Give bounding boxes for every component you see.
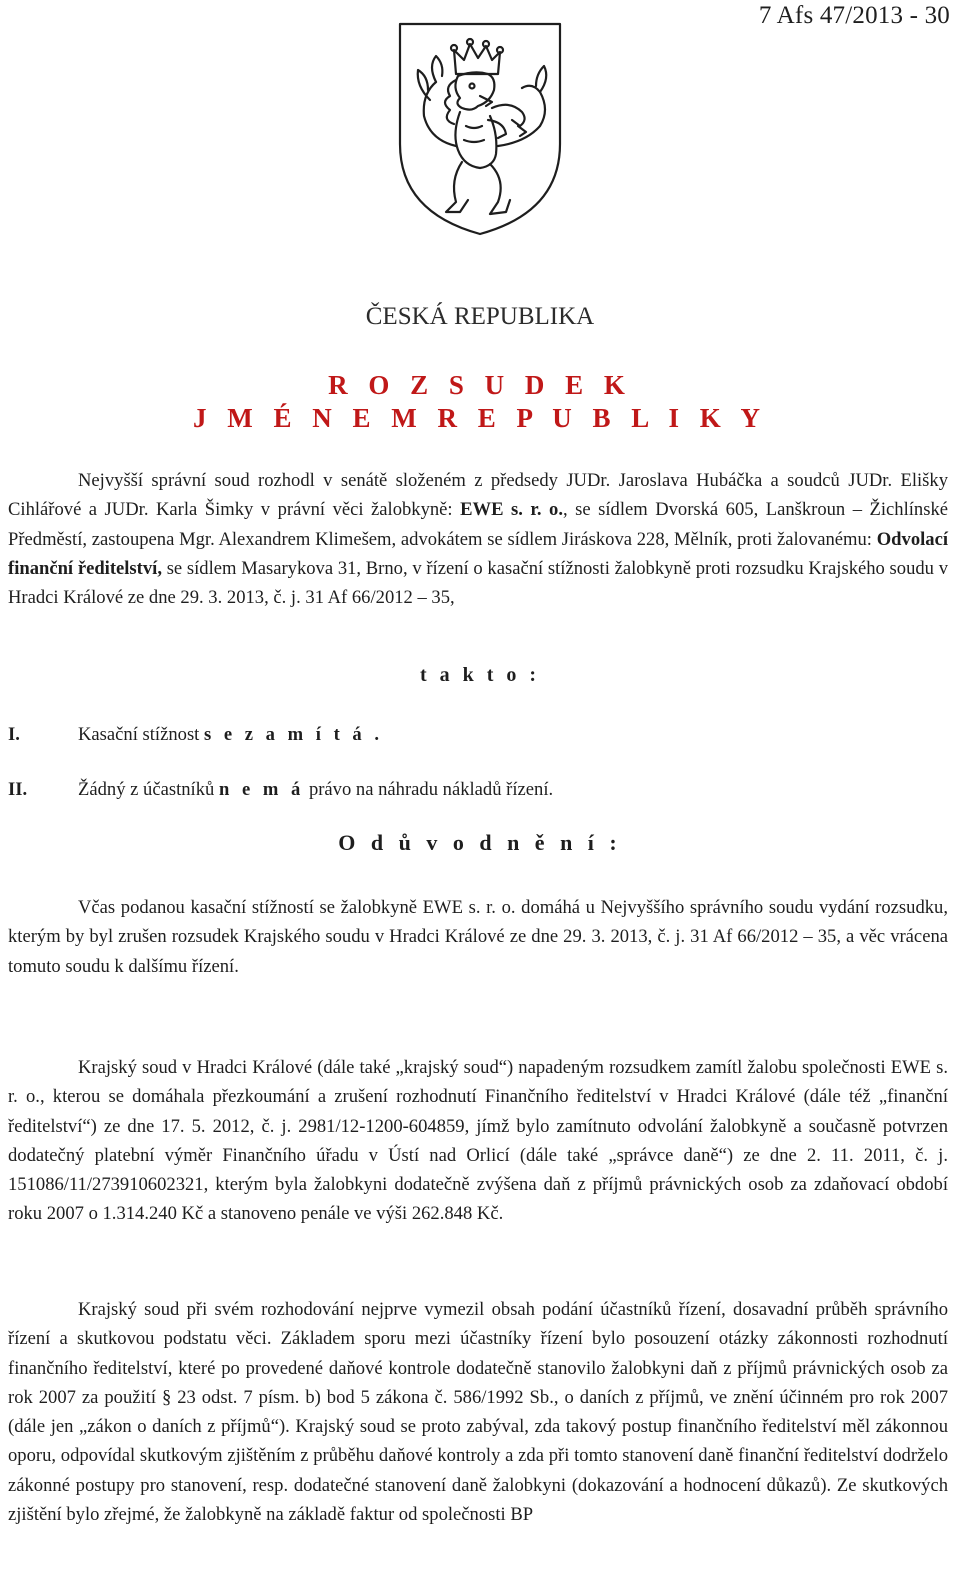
reasoning-heading: O d ů v o d n ě n í : (338, 830, 622, 855)
verdict-item-text: Kasační stížnost (78, 724, 204, 745)
coat-of-arms-lion-icon (394, 16, 566, 238)
judgment-title: R O Z S U D E K (328, 370, 632, 400)
intro-paragraph (8, 466, 948, 612)
case-number: 7 Afs 47/2013 - 30 (758, 2, 950, 29)
intro-tail: se sídlem Masarykova 31, Brno, v řízení o kasační stížnosti žalobkyně proti rozsudku Krajského soudu v Hradci Králové ze dne 29. 3. 2013, č. j. 31 Af 66/2012 – 35, (8, 557, 948, 609)
reasoning-paragraph: Včas podanou kasační stížností se žalobkyně EWE s. r. o. domáhá u Nejvyššího správního soudu vydání rozsudku, kterým by byl zrušen rozsudek Krajského soudu v Hradci Králové ze dne 29. 3. 2013, č. j. 31 Af 66/2012 – 35, a věc vrácena tomuto soudu k dalšímu řízení. (8, 897, 948, 977)
verdict-item-emphasis: s e z a m í t á . (204, 724, 384, 745)
plaintiff-name: EWE s. r. o. (460, 499, 563, 521)
intro-lead: Nejvyšší správní soud rozhodl v senátě složeném z předsedy JUDr. Jaroslava Hubáčka a soudců JUDr. Elišky Cihlářové a JUDr. Karla Šimky v právní věci žalobkyně: (8, 470, 948, 521)
in-name-of-republic-title: J M É N E M R E P U B L I K Y (192, 403, 768, 433)
reasoning-paragraph: Krajský soud při svém rozhodování nejprve vymezil obsah podání účastníků řízení, dosavadní průběh správního řízení a skutkovou podstatu věci. Základem sporu mezi účastníky řízení bylo posouzení otázky zákonnosti rozhodnutí finančního ředitelství, které po provedené daňové kontrole dodatečně stanovilo žalobkyni daň z příjmů právnických osob za rok 2007 za použití § 23 odst. 7 písm. b) bod 5 zákona č. 586/1992 Sb., o daních z příjmů, ve znění účinném pro rok 2007 (dále jen „zákon o daních z příjmů“). Krajský soud se proto zabýval, zda takový postup finančního ředitelství měl zákonnou oporu, odpovídal skutkovým zjištěním z průběhu daňové kontroly a zda při tomto stanovení daně finanční ředitelství dodrželo zákonné postupy pro stanovení, resp. dodatečné stanovení daně žalobkyni (dokazování a hodnocení důkazů). Ze skutkových zjištění bylo zřejmé, že žalobkyně na základě faktur od společnosti BP (8, 1299, 948, 1526)
intro-mid: , se sídlem Dvorská 605, Lanškroun – Žichlínské Předměstí, zastoupena Mgr. Alexandrem Klimešem, advokátem se sídlem Jiráskova 228, Mělník, proti žalovanému: (8, 499, 948, 550)
defendant-name: Odvolací finanční ředitelství, (8, 528, 948, 579)
reasoning-paragraph: Krajský soud v Hradci Králové (dále také „krajský soud“) napadeným rozsudkem zamítl žalobu společnosti EWE s. r. o., kterou se domáhala přezkoumání a zrušení rozhodnutí Finančního ředitelství v Hradci Králové (dále též „finanční ředitelství“) ze dne 17. 5. 2012, č. j. 2981/12-1200-604859, jímž bylo zamítnuto odvolání žalobkyně a současně potvrzen dodatečný platební výměr Finančního úřadu v Ústí nad Orlicí (dále také „správce daně“) ze dne 2. 11. 2011, č. j. 151086/11/273910602321, kterým byla žalobkyni dodatečně zvýšena daň z příjmů právnických osob za zdaňovací období roku 2007 o 1.314.240 Kč a stanoveno penále ve výši 262.848 Kč. (8, 1057, 948, 1225)
verdict-item-number: I. (8, 724, 20, 745)
verdict-heading: t a k t o : (419, 664, 541, 686)
verdict-item-emphasis: n e m á (218, 779, 305, 800)
verdict-item-number: II. (8, 779, 28, 800)
verdict-item-text: Žádný z účastníků (78, 779, 219, 800)
country-title: ČESKÁ REPUBLIKA (365, 303, 595, 330)
verdict-item-text-post: právo na náhradu nákladů řízení. (304, 779, 554, 800)
